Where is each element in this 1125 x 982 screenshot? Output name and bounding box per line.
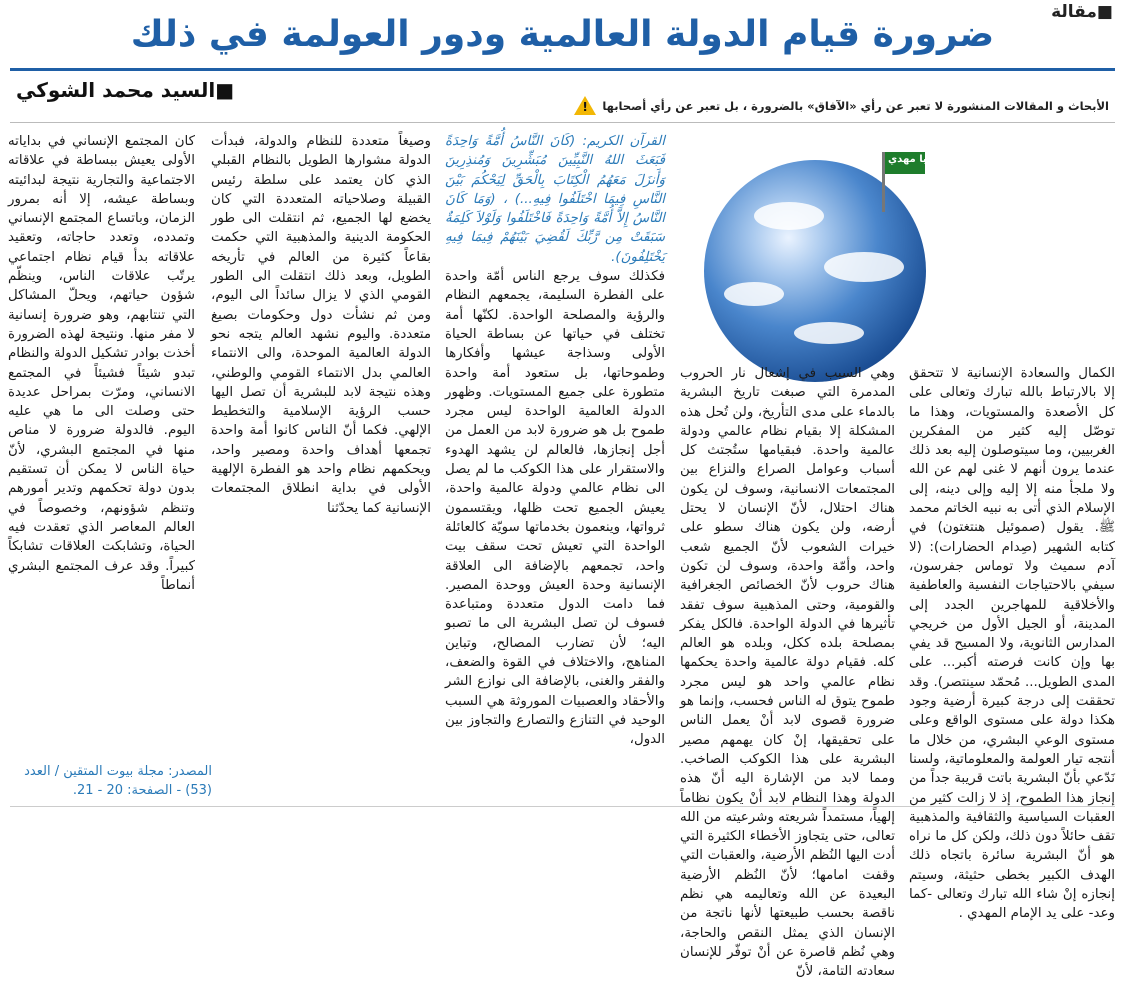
cloud-shape <box>724 282 784 306</box>
column-4: وصيغاً متعددة للنظام والدولة، فبدأت الدولة مشوارها الطويل بالنظام القبلي الذي كان يعتمد على سلطة رئيس القبيلة وصلاحياته المتعددة التي كان يخضع لها الجميع، ثم انتقلت الى طور الحكومة الدينية والمذهبية التي حكمت بقاعاً كثيرة من العالم في تأريخه الطويل، وبعد ذلك انتقلت الى الطور القومي الذي لا يزال سائداً الى اليوم، ومن ثم نشأت دول وحكومات بصيغ متعددة. واليوم نشهد العالم يتجه نحو الدولة العالمية الموحدة، والى الانتماء العالمي بدل الانتماء القومي والوطني، وهذه نتيجة لابد للبشرية أن تصل اليها حسب الرؤية الإسلامية والتخطيط الإلهي. فكما أنّ الناس كانوا أمة واحدة تجمعها أهداف واحدة ومصير واحد، ويحكمهم نظام واحد هو الفطرة الإلهية الأولى في بداية انطلاق المجتمعات الإنسانية كما يحدّثنا <box>211 134 431 516</box>
column-5: كان المجتمع الإنساني في بداياته الأولى يعيش ببساطة في علاقاته الاجتماعية والتجارية نتيجة لبدائيته وبساطة عيشه، إلا أنه بمرور الزمان، وباتساع المجتمع الإنساني وتمدده، وتعدد حاجاته، وتعقيد علاقاته بدأ قيام نظام اجتماعي يرتّب علاقات الناس، وينظّم شؤون حياتهم، ويحلّ المشاكل التي تنتابهم، وهو ضرورة إنسانية لا مفر منها. ونتيجة لهذه الضرورة أخذت بوادر تشكيل الدولة والنظام تبدو شيئاً فشيئاً في المجتمع الانساني، ومرّت بمراحل عديدة حتى وصلت الى ما هي عليه اليوم. فالدولة ضرورة لا مناص منها في المجتمع البشري، لأنّ حياة الناس لا يمكن أن تستقيم بدون دولة تحكمهم وتدير أمورهم وتنظم شؤونهم، وخصوصاً في العالم المعاصر الذي تعقدت فيه الحياة، وتشابكت العلاقات تشابكاً كبيراً. وقد عرف المجتمع البشري أنماطاً <box>8 134 195 593</box>
page-bottom-rule <box>10 806 1115 807</box>
source-citation: المصدر: مجلة بيوت المتقين / العدد (53) - الصفحة: 20 - 21. <box>24 764 212 798</box>
author-name: ■السيد محمد الشوكي <box>16 78 235 102</box>
cloud-shape <box>794 322 864 344</box>
cloud-shape <box>824 252 904 282</box>
flag-text: يا مهدي <box>888 154 927 165</box>
cloud-shape <box>754 202 824 230</box>
column-3-text: فكذلك سوف يرجع الناس أمّة واحدة على الفطرة السليمة، يجمعهم النظام والرؤية والمصلحة الواحدة. لكنّها أمة تختلف في حياتها عن بساطة الحياة الأولى وسذاجة عيشها وأفكارها وطموحاتها، بل ستعود أمة واحدة متطورة على جميع المستويات. وظهور الدولة العالمية الواحدة ليس مجرد طموح بل هو ضرورة لابد من العمل من أجل إنجازها، فالعالم لن يشهد الهدوء والاستقرار على هذا الكوكب ما لم يصل الى نظام عالمي ودولة عالمية واحدة، يعيش الجميع تحت ظلها، ويقتسمون ثرواتها، وينعمون بخدماتها سويّة كالعائلة الواحدة التي تعيش تحت سقف بيت واحد، تجمعهم بالإضافة الى العلاقة الإنسانية وحدة العيش ووحدة المصير. فما دامت الدول متعددة ومتباعدة فسوف لن تصل البشرية الى ما تصبو اليه؛ لأن تضارب المصالح، وتباين المناهج، والاختلاف في القوة والضعف، والفقر والغنى، بالإضافة الى نوازع الشر والأحقاد والعصبيات الموروثة هي السبب الوحيد في التنازع والتصارع والتجاوز بين الدول، <box>445 269 665 748</box>
header-divider <box>10 122 1115 123</box>
column-2: وهي السبب في إشعال نار الحروب المدمرة التي صبغت تاريخ البشرية بالدماء على مدى التأريخ، ولن تُحل هذه المشكلة إلا بقيام نظام عالمي ودولة عالمية واحدة. فبقيامها ستُجتث كل أسباب وعوامل الصراع والنزاع بين المجتمعات الانسانية، وسوف لن يكون هناك احتلال، لأنّ الإنسان لا يحتل أرضه، ولن يكون هناك سطو على خيرات الشعوب لأنّ الجميع شعب واحد، وأمّة واحدة، وسوف لن تكون هناك حروب لأنّ الخصائص الجغرافية والقومية، وحتى المذهبية سوف تفقد تأثيرها في الدولة الواحدة. فالكل يفكر بمصلحة بلده ككل، وبلده هو العالم كله. فقيام دولة عالمية واحدة يحكمها نظام عالمي واحد هو ليس مجرد طموح يتوق له الناس فحسب، وإنما هو ضرورة قصوى لابد أنْ يعمل الناس على تحقيقها، إنْ كان يهمهم مصير البشرية على هذا الكوكب الصاخب. ومما لابد من الإشارة اليه أنّ هذه الدولة وهذا النظام لابد أنْ يكون نظاماً إلهياً، مستمداً شريعته وشرعيته من الله تعالى، حتى يتجاوز الأخطاء الكثيرة التي أدت اليها النُظم الأرضية، والعقبات التي وقفت امامها؛ لأنّ النُظم الأرضية البعيدة عن الله وتعاليمه هي نظم ناقصة بحسب طبيعتها لأنها ناتجة من الإنسان الذي يمثل النقص والحاجة، وهي نُظم قاصرة عن أنْ توفّر للإنسان سعادته التامة، لأنّ <box>680 366 895 980</box>
warning-icon: ! <box>574 96 596 115</box>
column-1: الكمال والسعادة الإنسانية لا تتحقق إلا بالارتباط بالله تبارك وتعالى على كل الأصعدة والمستويات، وهذا ما توصّل إليه كثير من المفكرين الغربيين، وما سيتوصلون إليه بعد ذلك عندما يرون أنهم لا غنى لهم عن الله ولا ملجأ منه إلا إليه وإلى دينه، إلى الإسلام الذي أتى به نبيه الخاتم محمد ﷺ. يقول (صموئيل هنتغتون) في كتابه الشهير (صِدام الحضارات): (لا آدم سميث ولا توماس جفرسون، سيفي بالاحتياجات النفسية والعاطفية والأخلاقية للمهاجرين الجدد إلى المدينة، أو الجيل الأول من خريجي المدارس الثانوية، ولا المسيح قد يفي بها وإن كانت فرصته أكبر... على المدى الطويل... مُحمّد سينتصر). وقد تحققت إلى درجة كبيرة أرضية وجود هكذا دولة على مستوى الواقع وعلى مستوى الوعي البشري، من خلال ما أنتجه تيار العولمة والمعلوماتية، ولسنا نَدّعي بأنّ البشرية باتت قريبة جداً من إنجاز هذا الطموح، إذ لا زالت كثير من العقبات السياسية والثقافية والمذهبية تقف حائلاً دون ذلك، ولكن كل ما نراه هو أنّ البشرية سائرة باتجاه ذلك الهدف الكبير بخطى حثيثة، وسيتم إنجازه إنْ شاء الله تبارك وتعالى -كما وعد- على يد الإمام المهدي . <box>909 366 1115 922</box>
disclaimer-text: الأبحاث و المقالات المنشورة لا تعبر عن رأي «الآفاق» بالضرورة ، بل تعبر عن رأي أصحابها <box>602 98 1109 113</box>
article-title: ضرورة قيام الدولة العالمية ودور العولمة في ذلك <box>130 14 995 55</box>
disclaimer <box>574 96 1109 115</box>
column-3 <box>445 132 665 804</box>
title-divider <box>10 68 1115 71</box>
article-image <box>684 132 946 356</box>
article-kicker: ■مقالة <box>1051 2 1113 22</box>
quran-quote: القرآن الكريم: (كَانَ النَّاسُ أُمَّةً وَاحِدَةً فَبَعَثَ اللهُ النَّبِيِّينَ مُبَشِّرِينَ وَمُنذِرِينَ وَأَنزَلَ مَعَهُمُ الْكِتَابَ بِالْحَقِّ لِيَحْكُمَ بَيْنَ النَّاسِ فِيمَا اخْتَلَفُوا فِيهِ...) ، (وَمَا كَانَ النَّاسُ إِلاَّ أُمَّةً وَاحِدَةً فَاخْتَلَفُوا وَلَوْلاَ كَلِمَةٌ سَبَقَتْ مِن رَّبِّكَ لَقُضِيَ بَيْنَهُمْ فِيمَا فِيهِ يَخْتَلِفُونَ). <box>445 134 665 265</box>
